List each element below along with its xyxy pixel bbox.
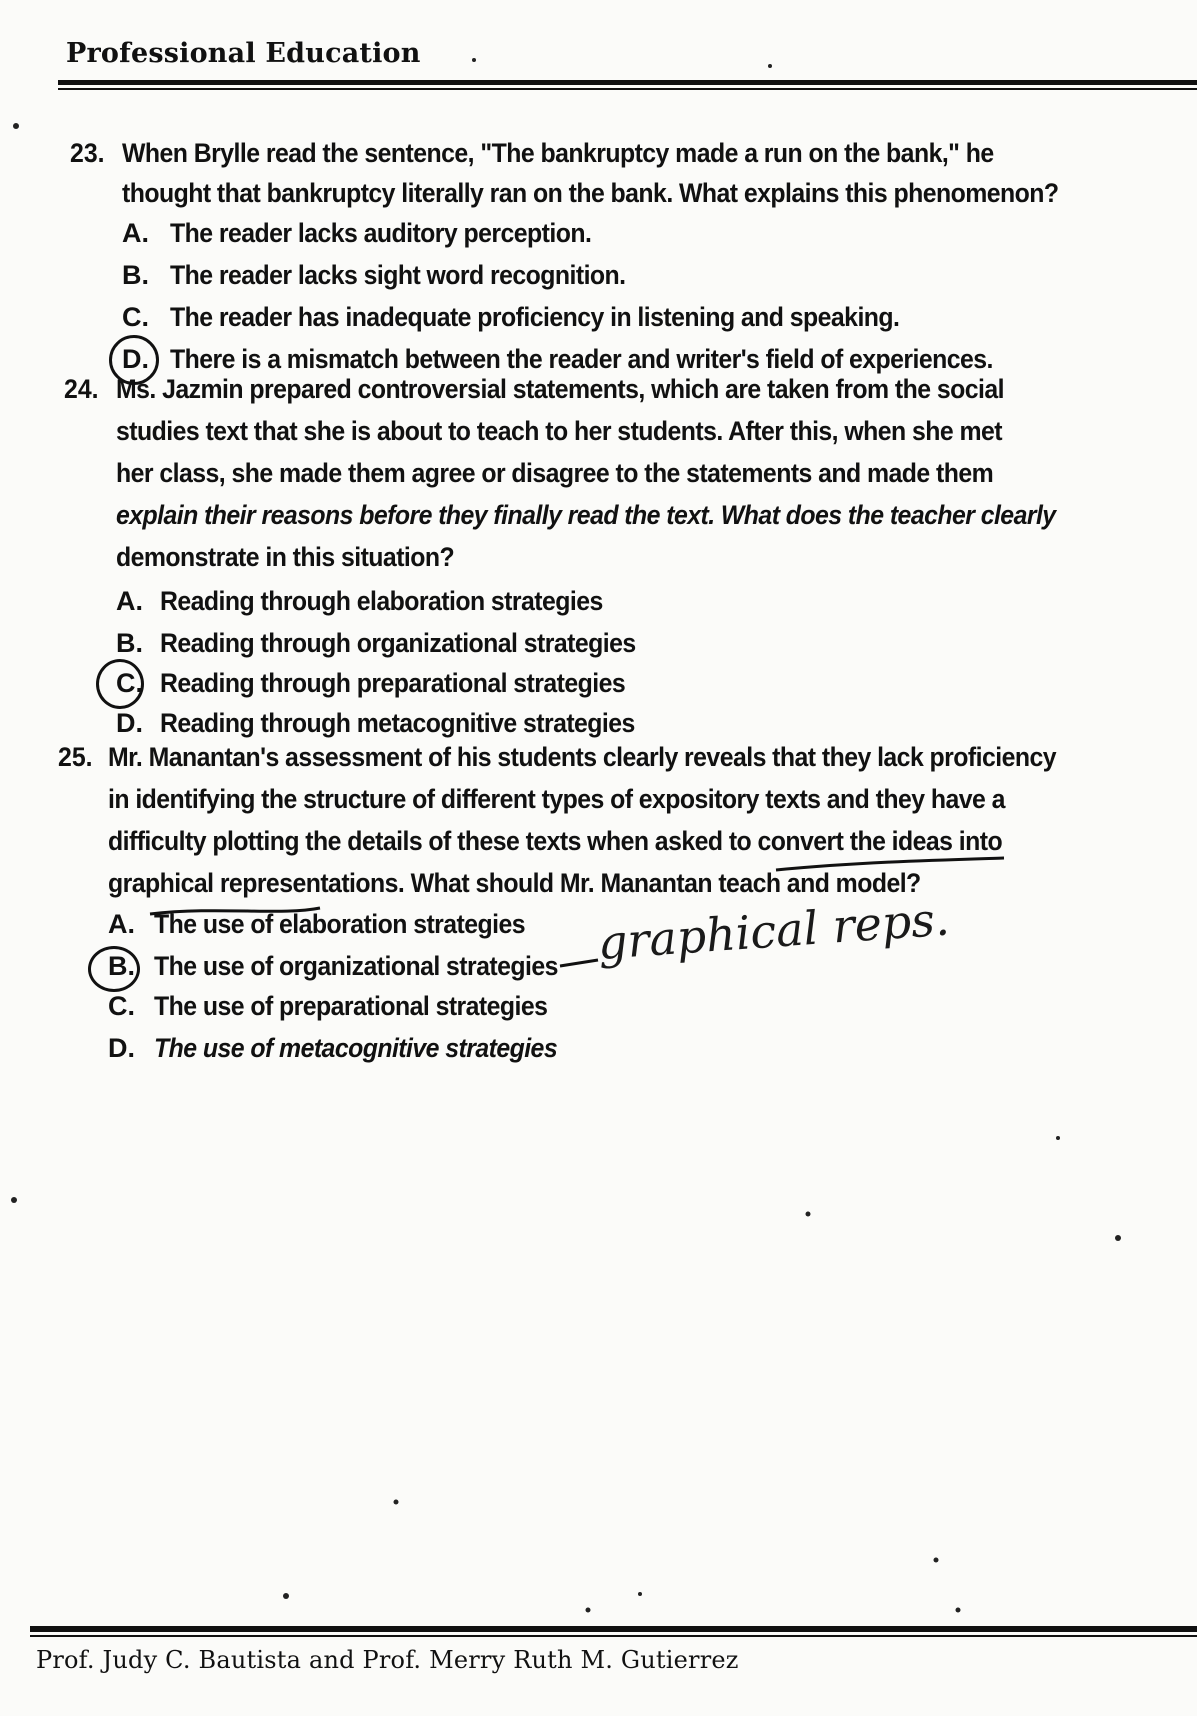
question-line: studies text that she is about to teach to her students. After this, when she met: [116, 416, 1003, 446]
option-letter: B.: [108, 951, 135, 981]
option-text: Reading through elaboration strategies: [160, 586, 603, 616]
option-text: The use of preparational strategies: [154, 991, 548, 1021]
underline-mark: [776, 858, 1004, 870]
question-line: demonstrate in this situation?: [116, 542, 455, 572]
option-text: The reader has inadequate proficiency in listening and speaking.: [170, 302, 900, 332]
option-letter: A.: [116, 586, 143, 616]
question-line: Ms. Jazmin prepared controversial statements, which are taken from the social: [116, 374, 1004, 404]
footer-rule-thick: [30, 1626, 1197, 1632]
option-text: The use of elaboration strategies: [154, 909, 526, 939]
option-letter: D.: [116, 708, 143, 738]
footer-authors: Prof. Judy C. Bautista and Prof. Merry Ruth M. Gutierrez: [36, 1646, 739, 1674]
option-text: The use of organizational strategies: [154, 951, 558, 981]
question-line: graphical representations. What should Mr. Manantan teach and model?: [108, 868, 921, 898]
footer-rule-thin: [30, 1635, 1197, 1637]
option-text: Reading through organizational strategies: [160, 628, 636, 658]
option-text: The reader lacks sight word recognition.: [170, 260, 626, 290]
option-letter: A.: [108, 909, 135, 939]
question-line: explain their reasons before they finally read the text. What does the teacher clearly: [116, 500, 1056, 530]
option-letter: C.: [116, 668, 143, 698]
question-line: Mr. Manantan's assessment of his students clearly reveals that they lack proficiency: [108, 742, 1057, 772]
pointer-dash-mark: [560, 960, 598, 966]
option-text: There is a mismatch between the reader and writer's field of experiences.: [170, 344, 993, 374]
option-letter: B.: [116, 628, 143, 658]
question-line: difficulty plotting the details of these texts when asked to convert the ideas into: [108, 826, 1003, 856]
option-letter: C.: [108, 991, 135, 1021]
option-text: Reading through metacognitive strategies: [160, 708, 635, 738]
option-letter: D.: [108, 1033, 135, 1063]
option-letter: A.: [122, 218, 149, 248]
handwritten-note: graphical reps.: [596, 891, 952, 970]
option-text: The reader lacks auditory perception.: [170, 218, 592, 248]
question-line: When Brylle read the sentence, "The bankruptcy made a run on the bank," he: [122, 138, 994, 168]
question-number: 25.: [58, 742, 93, 772]
question-line: in identifying the structure of different types of expository texts and they have a: [108, 784, 1005, 814]
question-line: her class, she made them agree or disagree to the statements and made them: [116, 458, 994, 488]
option-text: Reading through preparational strategies: [160, 668, 626, 698]
question-number: 24.: [64, 374, 99, 404]
option-letter: C.: [122, 302, 149, 332]
question-number: 23.: [70, 138, 105, 168]
paper-speckles: [11, 58, 1121, 1613]
strike-through-mark: [150, 908, 320, 914]
option-letter: B.: [122, 260, 149, 290]
option-text: The use of metacognitive strategies: [154, 1033, 558, 1063]
option-letter: D.: [122, 344, 149, 374]
question-line: thought that bankruptcy literally ran on the bank. What explains this phenomenon?: [122, 178, 1059, 208]
page-header-title: Professional Education: [66, 38, 421, 69]
